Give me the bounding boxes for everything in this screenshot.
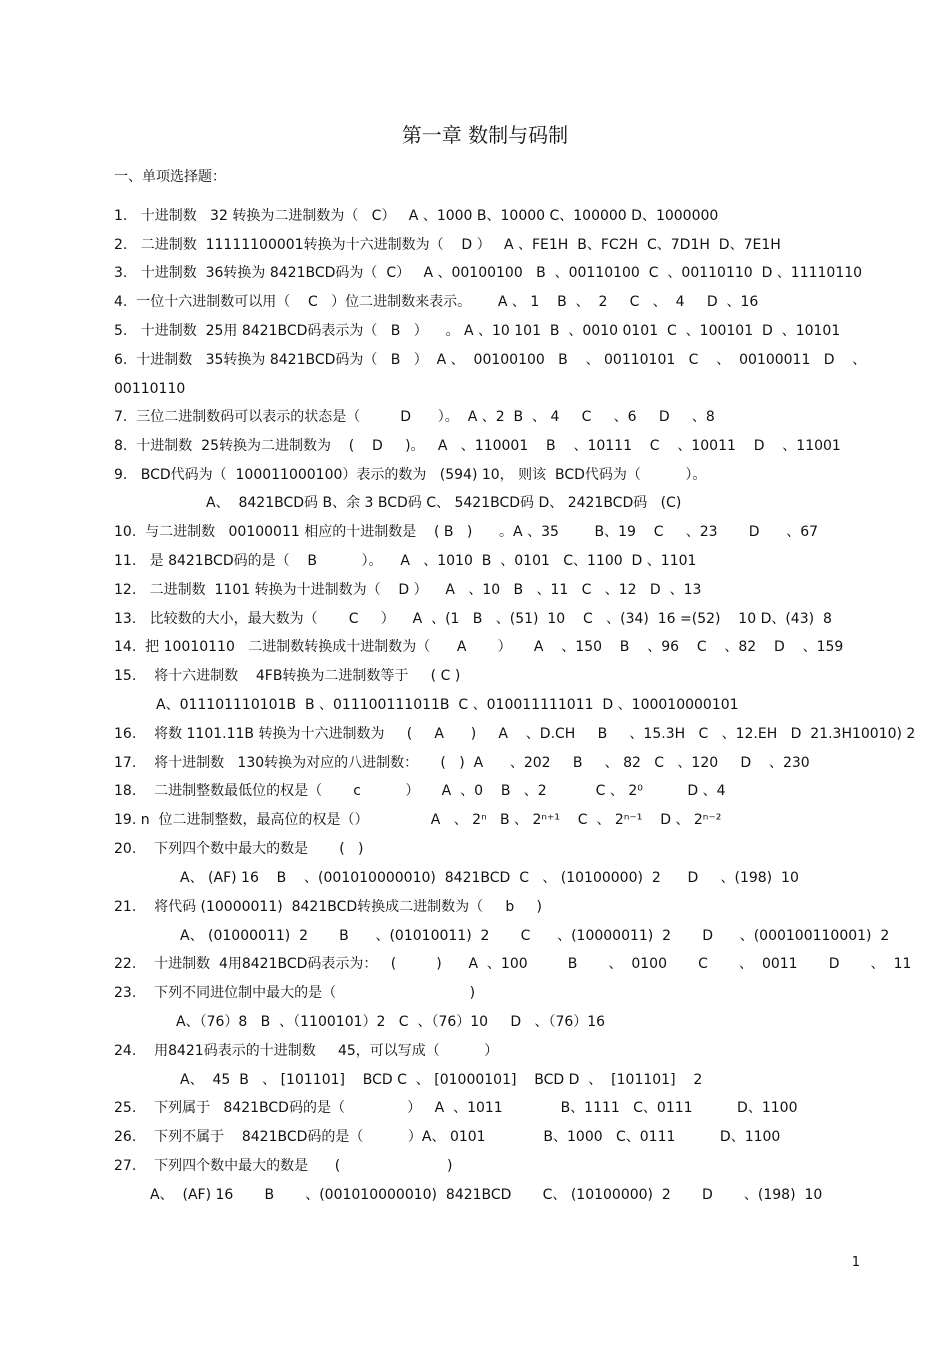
question-26: 26. 下列不属于 8421BCD码的是（ ）A、 0101 B、1000 C、0111 D、1100 — [114, 1129, 781, 1145]
question-15-options: A、011101110101B B 、011100111011B C 、010011111011 D 、100010000101 — [156, 697, 739, 713]
question-20: 20. 下列四个数中最大的数是 ( ) — [114, 841, 364, 857]
question-27-options: A、 (AF) 16 B 、(001010000010) 8421BCD C、 (10100000) 2 D 、(198) 10 — [150, 1187, 823, 1203]
question-12: 12. 二进制数 1101 转换为十进制数为（ D ） A 、10 B 、11 C 、12 D 、13 — [114, 582, 702, 598]
question-2: 2. 二进制数 11111100001转换为十六进制数为（ D ） A 、FE1H B、FC2H C、7D1H D、7E1H — [114, 237, 781, 253]
question-22: 22. 十进制数 4用8421BCD码表示为： ( ) A 、100 B 、 0100 C 、 0011 D 、 11 — [114, 956, 912, 972]
question-21: 21. 将代码 (10000011) 8421BCD转换成二进制数为（ b ) — [114, 899, 542, 915]
question-5: 5. 十进制数 25用 8421BCD码表示为（ B ） 。 A 、10 101 B 、0010 0101 C 、100101 D 、10101 — [114, 323, 841, 339]
page-number: 1 — [851, 1255, 860, 1270]
page-title: 第一章 数制与码制 — [401, 123, 569, 147]
question-16: 16. 将数 1101.11B 转换为十六进制数为 ( A ) A 、D.CH B 、15.3H C 、12.EH D 21.3H10010) 2 — [114, 726, 916, 742]
question-11: 11. 是 8421BCD码的是（ B ）。 A 、1010 B 、0101 C、1100 D 、1101 — [114, 553, 697, 569]
question-23: 23. 下列不同进位制中最大的是（ ) — [114, 985, 476, 1001]
question-23-options: A、（76）8 B 、（1100101）2 C 、（76）10 D 、（76）16 — [176, 1014, 606, 1030]
question-27: 27. 下列四个数中最大的数是 ( ) — [114, 1158, 453, 1174]
question-15: 15. 将十六进制数 4FB转换为二进制数等于 ( C ) — [114, 668, 461, 684]
question-21-options: A、 (01000011) 2 B 、(01010011) 2 C 、(10000011) 2 D 、(000100110001) 2 — [180, 928, 890, 944]
question-14: 14. 把 10010110 二进制数转换成十进制数为（ A ） A 、150 B 、96 C 、82 D 、159 — [114, 639, 844, 655]
question-25: 25. 下列属于 8421BCD码的是（ ） A 、1011 B、1111 C、0111 D、1100 — [114, 1100, 798, 1116]
question-18: 18. 二进制整数最低位的权是（ c ） A 、0 B 、2 C 、 2⁰ D 、4 — [114, 783, 726, 799]
question-6: 6. 十进制数 35转换为 8421BCD码为（ B ） A 、 00100100 B 、 00110101 C 、 00100011 D 、 — [114, 352, 867, 368]
question-4: 4. 一位十六进制数可以用（ C ）位二进制数来表示。 A 、 1 B 、 2 C 、 4 D 、16 — [114, 294, 759, 310]
question-7: 7. 三位二进制数码可以表示的状态是（ D ）。 A 、2 B 、 4 C 、6 D 、8 — [114, 409, 715, 425]
question-1: 1. 十进制数 32 转换为二进制数为（ C） A 、1000 B、10000 C、100000 D、1000000 — [114, 208, 719, 224]
question-20-options: A、 (AF) 16 B 、(001010000010) 8421BCD C 、 (10100000) 2 D 、(198) 10 — [180, 870, 799, 886]
question-3: 3. 十进制数 36转换为 8421BCD码为（ C） A 、00100100 B 、00110100 C 、00110110 D 、11110110 — [114, 265, 863, 281]
question-10: 10. 与二进制数 00100011 相应的十进制数是 ( B ) 。A 、35 B、19 C 、23 D 、67 — [114, 524, 819, 540]
question-6-cont: 00110110 — [114, 381, 186, 397]
question-9: 9. BCD代码为（ 100011000100）表示的数为 (594) 10， 则该 BCD代码为（ ）。 — [114, 467, 707, 483]
question-8: 8. 十进制数 25转换为二进制数为 ( D )。 A 、110001 B 、10111 C 、10011 D 、11001 — [114, 438, 841, 454]
question-19: 19. n 位二进制整数，最高位的权是（） A 、 2ⁿ B 、 2ⁿ⁺¹ C 、 2ⁿ⁻¹ D 、 2ⁿ⁻² — [114, 812, 722, 828]
section-heading: 一、单项选择题： — [114, 169, 226, 185]
question-9-options: A、 8421BCD码 B、余 3 BCD码 C、 5421BCD码 D、 2421BCD码 (C) — [206, 495, 682, 511]
question-13: 13. 比较数的大小，最大数为（ C ） A 、(1 B 、(51) 10 C 、(34) 16 =(52) 10 D、(43) 8 — [114, 611, 832, 627]
question-24-options: A、 45 B 、 [101101] BCD C 、 [01000101] BCD D 、 [101101] 2 — [180, 1072, 703, 1088]
question-17: 17. 将十进制数 130转换为对应的八进制数： ( ) A 、202 B 、 82 C 、120 D 、230 — [114, 755, 810, 771]
question-24: 24. 用8421码表示的十进制数 45，可以写成（ ） — [114, 1043, 499, 1059]
